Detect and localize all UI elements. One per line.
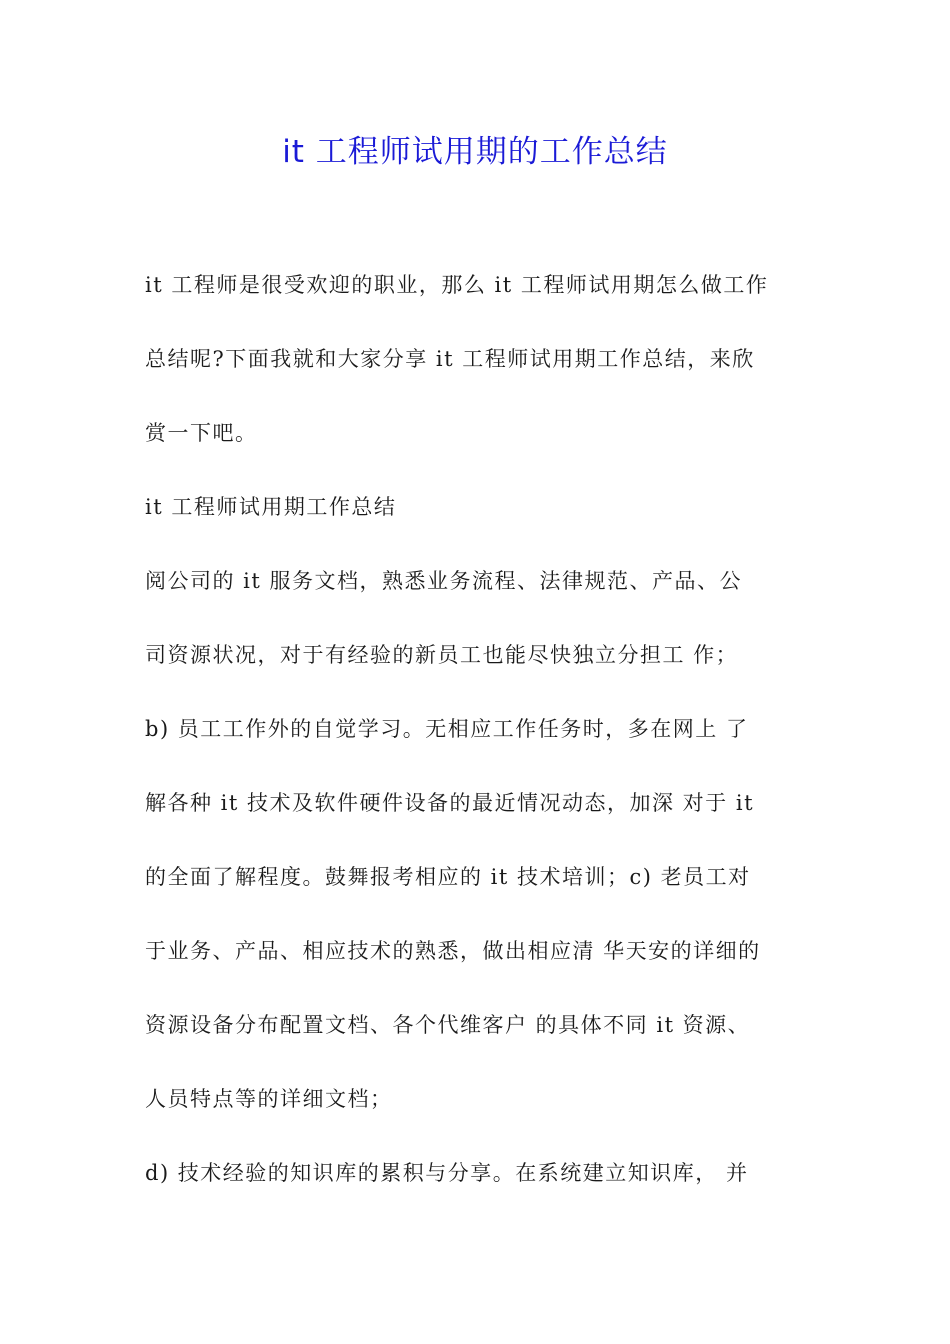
section-heading: it 工程师试用期工作总结 (145, 495, 397, 519)
paragraph-line: it 工程师是很受欢迎的职业，那么 it 工程师试用期怎么做工作 (145, 273, 769, 297)
paragraph-line: 于业务、产品、相应技术的熟悉，做出相应清 华天安的详细的 (145, 939, 761, 963)
paragraph-line: 人员特点等的详细文档； (145, 1087, 393, 1111)
paragraph-line: 阅公司的 it 服务文档，熟悉业务流程、法律规范、产品、公 (145, 569, 743, 593)
paragraph-line: 赏一下吧。 (145, 421, 258, 445)
paragraph-line: 司资源状况，对于有经验的新员工也能尽快独立分担工 作； (145, 643, 739, 667)
paragraph-line: 总结呢?下面我就和大家分享 it 工程师试用期工作总结，来欣 (145, 347, 755, 371)
paragraph-line: d) 技术经验的知识库的累积与分享。在系统建立知识库， 并 (145, 1161, 749, 1185)
paragraph-line: 的全面了解程度。鼓舞报考相应的 it 技术培训；c) 老员工对 (145, 865, 751, 889)
paragraph-line: 解各种 it 技术及软件硬件设备的最近情况动态，加深 对于 it (145, 791, 755, 815)
document-body (145, 262, 810, 1224)
document-title: it 工程师试用期的工作总结 (282, 134, 668, 170)
paragraph-line: 资源设备分布配置文档、各个代维客户 的具体不同 it 资源、 (145, 1013, 751, 1037)
paragraph-line: b) 员工工作外的自觉学习。无相应工作任务时，多在网上 了 (145, 717, 749, 741)
